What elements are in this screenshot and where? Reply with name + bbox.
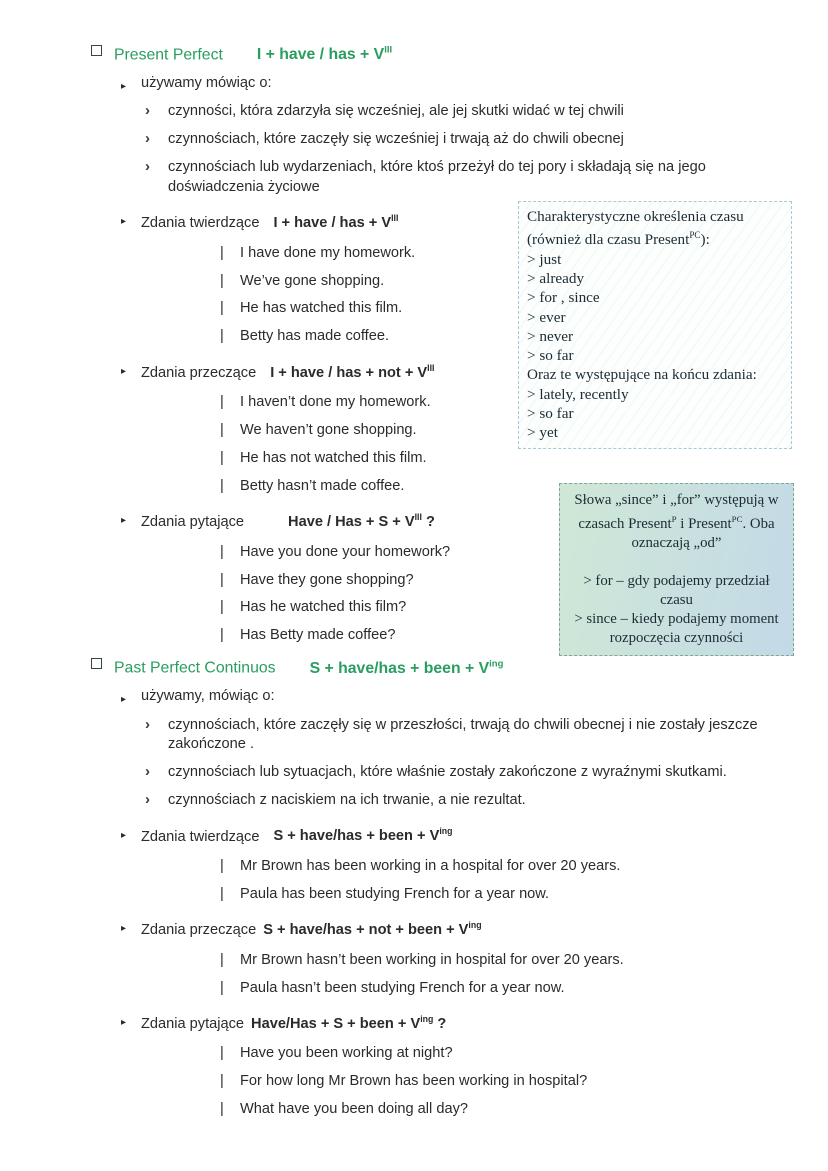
point-text: czynnościach z naciskiem na ich trwanie, a nie rezultat. <box>168 792 526 809</box>
pipe-bullet-icon: | <box>220 449 224 466</box>
box-paragraph: > for – gdy podajemy przedział czasu <box>583 572 770 608</box>
usage-line <box>0 74 828 94</box>
form-heading <box>0 823 828 847</box>
example-line <box>0 979 828 999</box>
box-line: > so far <box>527 405 574 423</box>
example-text: Have you been working at night? <box>240 1045 453 1062</box>
box-line: > never <box>527 327 574 345</box>
point-text: czynnościach, które zaczęły się wcześniej i trwają aż do chwili obecnej <box>168 131 624 148</box>
angle-bullet-icon: › <box>145 130 150 148</box>
form-label: Zdania twierdzące <box>141 215 260 232</box>
point-text: czynnościach lub sytuacjach, które właśnie zostały zakończone z wyraźnymi skutkami. <box>168 764 727 781</box>
example-line <box>0 951 828 971</box>
form-formula: S + have/has + been + $V^{ing}$ <box>273 826 453 845</box>
pipe-bullet-icon: | <box>220 1101 224 1118</box>
triangle-bullet-icon: ▸ <box>121 829 127 841</box>
example-line <box>0 885 828 905</box>
example-text: I haven’t done my homework. <box>240 394 431 411</box>
angle-bullet-icon: › <box>145 763 150 781</box>
angle-bullet-icon: › <box>145 102 150 120</box>
example-line <box>0 1100 828 1120</box>
usage-point <box>0 763 828 783</box>
usage-point <box>0 716 828 755</box>
form-formula: Have/Has + S + been + $V^{ing}$ ? <box>251 1014 447 1032</box>
example-text: Has he watched this film? <box>240 599 407 616</box>
example-text: I have done my homework. <box>240 244 416 261</box>
usage-point <box>0 102 828 122</box>
pipe-bullet-icon: | <box>220 1045 224 1062</box>
angle-bullet-icon: › <box>145 791 150 809</box>
since-for-box <box>559 483 794 656</box>
section-formula: I + have / has + $V^{III}$ <box>256 45 393 64</box>
form-label: Zdania pytające <box>141 514 245 531</box>
box-line: Oraz te występujące na końcu zdania: <box>527 366 757 384</box>
usage-point <box>0 130 828 150</box>
angle-bullet-icon: › <box>145 715 150 733</box>
form-formula: S + have/has + not + been + $V^{ing}$ <box>263 920 482 939</box>
point-text: czynności, która zdarzyła się wcześniej, ale jej skutki widać w tej chwili <box>168 103 624 120</box>
example-text: Has Betty made coffee? <box>240 627 396 644</box>
box-line: > ever <box>527 308 566 326</box>
point-text: czynnościach, które zaczęły się w przeszłości, trwają do chwili obecnej i nie zostały jeszcze zakończone . <box>168 716 758 753</box>
form-formula: I + have / has + $V^{III}$ <box>273 213 399 232</box>
usage-point <box>0 158 828 197</box>
pipe-bullet-icon: | <box>220 571 224 588</box>
pipe-bullet-icon: | <box>220 627 224 644</box>
pipe-bullet-icon: | <box>220 244 224 261</box>
triangle-bullet-icon: ▸ <box>121 365 127 377</box>
section-formula: S + have/has + been + $V^{ing}$ <box>309 658 504 677</box>
pipe-bullet-icon: | <box>220 543 224 560</box>
form-label: Zdania przeczące <box>141 364 257 381</box>
box-line: > so far <box>527 347 574 365</box>
box-paragraph: > since – kiedy podajemy moment rozpoczęcia czynności <box>574 610 779 646</box>
pipe-bullet-icon: | <box>220 394 224 411</box>
example-text: Betty hasn’t made coffee. <box>240 477 405 494</box>
form-formula: I + have / has + not + $V^{III}$ <box>270 362 435 381</box>
pipe-bullet-icon: | <box>220 477 224 494</box>
section-heading <box>0 41 828 65</box>
box-line: > lately, recently <box>527 385 629 403</box>
angle-bullet-icon: › <box>145 158 150 176</box>
box-line: > already <box>527 269 585 287</box>
example-text: Have they gone shopping? <box>240 571 414 588</box>
triangle-bullet-icon: ▸ <box>121 694 127 706</box>
pipe-bullet-icon: | <box>220 422 224 439</box>
box-line: > yet <box>527 424 558 442</box>
form-label: Zdania twierdzące <box>141 828 260 845</box>
box-paragraph <box>569 553 784 572</box>
section-heading <box>0 654 828 678</box>
usage-line <box>0 687 828 707</box>
triangle-bullet-icon: ▸ <box>121 80 127 92</box>
pipe-bullet-icon: | <box>220 599 224 616</box>
square-bullet-icon <box>91 658 102 669</box>
form-heading <box>0 916 828 940</box>
section-title: Past Perfect Continuos <box>114 659 276 677</box>
triangle-bullet-icon: ▸ <box>121 923 127 935</box>
example-text: Have you done your homework? <box>240 543 451 560</box>
pipe-bullet-icon: | <box>220 885 224 902</box>
triangle-bullet-icon: ▸ <box>121 1017 127 1029</box>
box-paragraph: Słowa „since” i „for” występują w czasach Present$^P$ i Present$^{PC}$. Oba oznaczają „od” <box>574 492 779 551</box>
example-text: Paula has been studying French for a year now. <box>240 885 550 902</box>
example-text: We haven’t gone shopping. <box>240 422 417 439</box>
example-line <box>0 1072 828 1092</box>
point-text: czynnościach lub wydarzeniach, które ktoś przeżył do tej pory i składają się na jego doświadczenia życiowe <box>168 159 706 195</box>
triangle-bullet-icon: ▸ <box>121 515 127 527</box>
example-text: Paula hasn’t been studying French for a year now. <box>240 979 565 996</box>
usage-text: używamy mówiąc o: <box>141 74 272 91</box>
time-expressions-box <box>518 201 792 449</box>
box-line: Charakterystyczne określenia czasu (również dla czasu Present$^{PC}$): <box>527 208 744 249</box>
square-bullet-icon <box>91 45 102 56</box>
example-line <box>0 1044 828 1064</box>
example-text: Betty has made coffee. <box>240 328 390 345</box>
pipe-bullet-icon: | <box>220 979 224 996</box>
pipe-bullet-icon: | <box>220 1073 224 1090</box>
form-label: Zdania pytające <box>141 1015 245 1032</box>
example-line <box>0 449 828 469</box>
section-title: Present Perfect <box>114 46 223 64</box>
pipe-bullet-icon: | <box>220 857 224 874</box>
pipe-bullet-icon: | <box>220 272 224 289</box>
example-text: He has watched this film. <box>240 300 403 317</box>
pipe-bullet-icon: | <box>220 328 224 345</box>
example-text: We’ve gone shopping. <box>240 272 385 289</box>
box-line: > just <box>527 250 562 268</box>
usage-text: używamy, mówiąc o: <box>141 688 275 705</box>
pipe-bullet-icon: | <box>220 300 224 317</box>
form-label: Zdania przeczące <box>141 922 257 939</box>
example-text: He has not watched this film. <box>240 449 427 466</box>
example-line <box>0 857 828 877</box>
example-text: For how long Mr Brown has been working in hospital? <box>240 1073 588 1090</box>
form-heading <box>0 1010 828 1034</box>
usage-point <box>0 791 828 811</box>
box-line: > for , since <box>527 289 600 307</box>
pipe-bullet-icon: | <box>220 951 224 968</box>
example-text: What have you been doing all day? <box>240 1101 468 1118</box>
example-text: Mr Brown has been working in a hospital for over 20 years. <box>240 857 621 874</box>
example-text: Mr Brown hasn’t been working in hospital for over 20 years. <box>240 951 624 968</box>
form-formula: Have / Has + $S + V^{III}$ ? <box>288 512 435 531</box>
triangle-bullet-icon: ▸ <box>121 216 127 228</box>
